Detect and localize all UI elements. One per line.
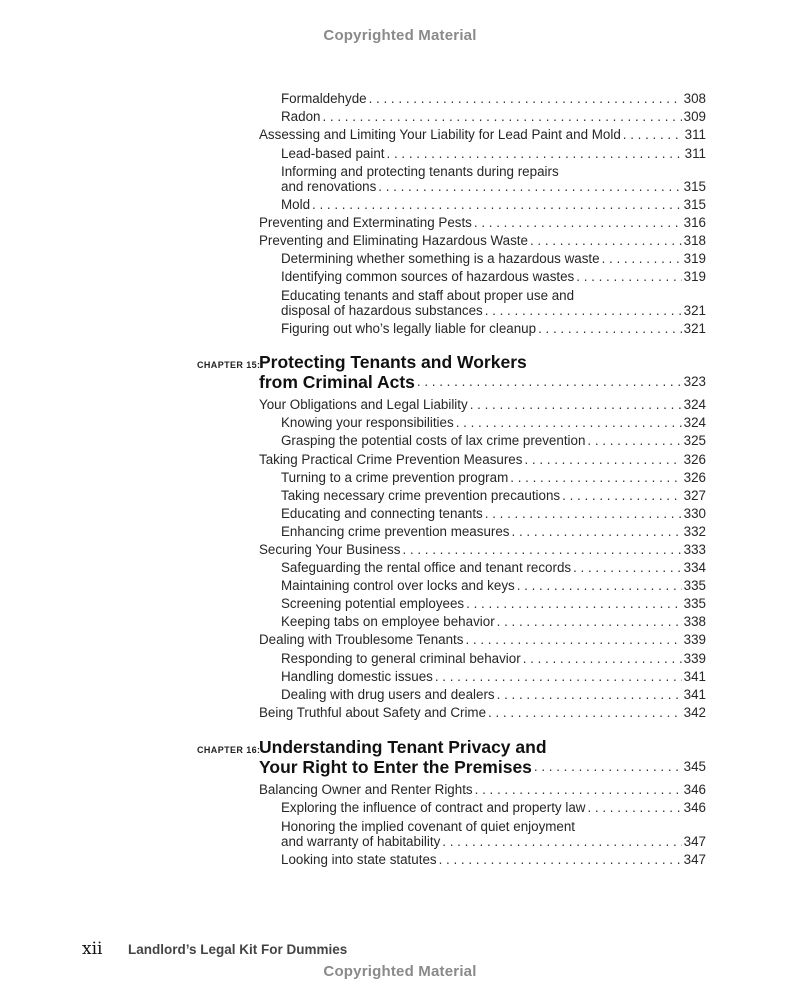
toc-entry[interactable] xyxy=(281,524,706,540)
dot-leader xyxy=(512,524,682,540)
toc-entry[interactable] xyxy=(281,197,706,213)
dot-leader xyxy=(623,127,683,143)
toc-entry-title: Knowing your responsibilities xyxy=(281,415,454,430)
toc-entry[interactable] xyxy=(281,488,706,504)
toc-entry[interactable] xyxy=(281,687,706,703)
toc-entry[interactable] xyxy=(281,800,706,816)
toc-entry-page: 333 xyxy=(683,542,706,557)
toc-entry-page: 334 xyxy=(683,560,706,575)
dot-leader xyxy=(497,614,682,630)
chapter-15-label: CHAPTER 15: xyxy=(197,360,261,370)
toc-entry-page: 342 xyxy=(683,705,706,720)
toc-entry[interactable] xyxy=(281,146,706,162)
toc-entry[interactable] xyxy=(281,321,706,337)
toc-entry[interactable] xyxy=(281,164,706,195)
toc-entry[interactable] xyxy=(281,852,706,868)
toc-entry-title: Securing Your Business xyxy=(259,542,401,557)
toc-entry-page: 338 xyxy=(683,614,706,629)
dot-leader xyxy=(488,705,682,721)
toc-entry[interactable] xyxy=(281,415,706,431)
chapter-15-title-line2[interactable] xyxy=(259,374,706,390)
toc-entry[interactable] xyxy=(281,651,706,667)
toc-entry-title: Exploring the influence of contract and property law xyxy=(281,800,586,815)
toc-entry[interactable] xyxy=(281,269,706,285)
dot-leader xyxy=(587,800,681,816)
dot-leader xyxy=(497,687,682,703)
toc-entry[interactable] xyxy=(281,560,706,576)
toc-entry-title-line1: Informing and protecting tenants during repairs xyxy=(281,164,559,179)
dot-leader xyxy=(524,452,681,468)
dot-leader xyxy=(435,669,682,685)
toc-section-entry[interactable] xyxy=(259,452,706,468)
toc-entry-title: Safeguarding the rental office and tenant records xyxy=(281,560,572,575)
toc-entry-page: 326 xyxy=(683,470,706,485)
dot-leader xyxy=(517,578,682,594)
toc-entry-title: Being Truthful about Safety and Crime xyxy=(259,705,487,720)
toc-entry-title: Preventing and Exterminating Pests xyxy=(259,215,472,230)
watermark-bottom: Copyrighted Material xyxy=(323,963,477,980)
toc-entry-page: 335 xyxy=(683,578,706,593)
toc-entry-page: 325 xyxy=(683,433,706,448)
toc-entry[interactable] xyxy=(281,251,706,267)
dot-leader xyxy=(369,91,682,107)
toc-entry-page: 346 xyxy=(683,800,706,815)
toc-entry-page: 341 xyxy=(683,669,706,684)
dot-leader xyxy=(322,109,681,125)
toc-entry-page: 326 xyxy=(683,452,706,467)
toc-entry-page: 339 xyxy=(683,632,706,647)
toc-entry-page: 321 xyxy=(683,303,706,318)
toc-entry-title: Taking Practical Crime Prevention Measures xyxy=(259,452,523,467)
dot-leader xyxy=(417,374,682,390)
toc-entry-page: 347 xyxy=(683,852,706,867)
toc-entry-page: 315 xyxy=(683,179,706,194)
dot-leader xyxy=(439,852,682,868)
dot-leader xyxy=(378,179,681,195)
chapter-page: 345 xyxy=(683,759,706,774)
toc-entry-title: Figuring out who’s legally liable for cleanup xyxy=(281,321,537,336)
toc-entry-page: 319 xyxy=(683,251,706,266)
toc-entry-title-line1: Honoring the implied covenant of quiet enjoyment xyxy=(281,819,576,834)
toc-section-entry[interactable] xyxy=(259,782,706,798)
toc-entry-title-line1: Educating tenants and staff about proper use and xyxy=(281,288,575,303)
toc-section-entry[interactable] xyxy=(259,705,706,721)
toc-section-entry[interactable] xyxy=(259,233,706,249)
chapter-title-end: Your Right to Enter the Premises xyxy=(259,757,532,777)
dot-leader xyxy=(562,488,682,504)
toc-entry-page: 339 xyxy=(683,651,706,666)
toc-entry-page: 321 xyxy=(683,321,706,336)
toc-entry-page: 311 xyxy=(684,127,706,142)
toc-entry-page: 315 xyxy=(683,197,706,212)
toc-entry-title: Assessing and Limiting Your Liability for Lead Paint and Mold xyxy=(259,127,621,142)
toc-entry[interactable] xyxy=(281,578,706,594)
toc-entry[interactable] xyxy=(281,506,706,522)
toc-entry-title: Educating and connecting tenants xyxy=(281,506,483,521)
toc-entry-title: and renovations xyxy=(281,179,377,194)
toc-entry-page: 318 xyxy=(683,233,706,248)
dot-leader xyxy=(456,415,682,431)
toc-entry-title: Lead-based paint xyxy=(281,146,385,161)
toc-entry-page: 335 xyxy=(683,596,706,611)
toc-entry-title: Taking necessary crime prevention precautions xyxy=(281,488,561,503)
dot-leader xyxy=(402,542,681,558)
toc-entry-title: Grasping the potential costs of lax crime prevention xyxy=(281,433,586,448)
dot-leader xyxy=(573,560,682,576)
toc-entry-page: 324 xyxy=(683,397,706,412)
dot-leader xyxy=(602,251,682,267)
dot-leader xyxy=(530,233,682,249)
chapter-title-end: from Criminal Acts xyxy=(259,372,415,392)
dot-leader xyxy=(312,197,682,213)
toc-entry-title: Balancing Owner and Renter Rights xyxy=(259,782,473,797)
toc-entry-page: 327 xyxy=(683,488,706,503)
toc-section-entry[interactable] xyxy=(259,397,706,413)
dot-leader xyxy=(442,834,681,850)
chapter-16-title[interactable]: Understanding Tenant Privacy and xyxy=(259,737,547,757)
toc-entry[interactable] xyxy=(281,596,706,612)
toc-entry-title: Looking into state statutes xyxy=(281,852,437,867)
toc-entry[interactable] xyxy=(281,614,706,630)
toc-entry-title: Radon xyxy=(281,109,321,124)
toc-section-entry[interactable] xyxy=(259,632,706,648)
toc-entry-title: Mold xyxy=(281,197,311,212)
toc-entry-title: Enhancing crime prevention measures xyxy=(281,524,510,539)
toc-entry-page: 324 xyxy=(683,415,706,430)
toc-entry-title: Responding to general criminal behavior xyxy=(281,651,521,666)
toc-entry-page: 332 xyxy=(683,524,706,539)
dot-leader xyxy=(523,651,682,667)
toc-entry-page: 319 xyxy=(683,269,706,284)
toc-entry-page: 341 xyxy=(683,687,706,702)
chapter-15-title[interactable]: Protecting Tenants and Workers xyxy=(259,352,527,372)
toc-entry-page: 316 xyxy=(683,215,706,230)
toc-entry[interactable] xyxy=(281,288,706,319)
dot-leader xyxy=(466,596,682,612)
toc-entry[interactable] xyxy=(281,91,706,107)
page-number: xii xyxy=(82,939,103,959)
dot-leader xyxy=(534,759,682,775)
toc-entry-title: Identifying common sources of hazardous wastes xyxy=(281,269,575,284)
toc-entry[interactable] xyxy=(281,669,706,685)
toc-entry[interactable] xyxy=(281,433,706,449)
dot-leader xyxy=(510,470,681,486)
dot-leader xyxy=(387,146,683,162)
dot-leader xyxy=(475,782,682,798)
toc-entry-title: Dealing with Troublesome Tenants xyxy=(259,632,464,647)
dot-leader xyxy=(485,303,682,319)
toc-entry-page: 347 xyxy=(683,834,706,849)
dot-leader xyxy=(576,269,681,285)
toc-entry-title: Handling domestic issues xyxy=(281,669,433,684)
toc-entry-title: Your Obligations and Legal Liability xyxy=(259,397,468,412)
chapter-16-label: CHAPTER 16: xyxy=(197,745,261,755)
chapter-page: 323 xyxy=(683,374,706,389)
watermark-top: Copyrighted Material xyxy=(323,27,477,44)
toc-entry-title: and warranty of habitability xyxy=(281,834,441,849)
toc-entry-title: disposal of hazardous substances xyxy=(281,303,483,318)
toc-entry[interactable] xyxy=(281,109,706,125)
dot-leader xyxy=(587,433,681,449)
toc-entry-title: Maintaining control over locks and keys xyxy=(281,578,515,593)
toc-entry[interactable] xyxy=(281,819,706,850)
toc-entry-title: Turning to a crime prevention program xyxy=(281,470,509,485)
toc-entry-title: Dealing with drug users and dealers xyxy=(281,687,495,702)
dot-leader xyxy=(465,632,681,648)
dot-leader xyxy=(538,321,682,337)
dot-leader xyxy=(485,506,682,522)
toc-section-entry[interactable] xyxy=(259,215,706,231)
toc-entry-page: 346 xyxy=(683,782,706,797)
toc-entry-page: 308 xyxy=(683,91,706,106)
toc-section-entry[interactable] xyxy=(259,542,706,558)
toc-entry-title: Screening potential employees xyxy=(281,596,465,611)
toc-entry-page: 330 xyxy=(683,506,706,521)
dot-leader xyxy=(470,397,682,413)
toc-entry-title: Formaldehyde xyxy=(281,91,367,106)
toc-section-entry[interactable] xyxy=(259,127,706,143)
toc-entry-title: Determining whether something is a hazardous waste xyxy=(281,251,600,266)
toc-entry[interactable] xyxy=(281,470,706,486)
running-footer-title: Landlord’s Legal Kit For Dummies xyxy=(128,942,348,957)
toc-entry-title: Preventing and Eliminating Hazardous Waste xyxy=(259,233,528,248)
toc-entry-title: Keeping tabs on employee behavior xyxy=(281,614,495,629)
chapter-16-title-line2[interactable] xyxy=(259,759,706,775)
toc-entry-page: 311 xyxy=(684,146,706,161)
toc-entry-page: 309 xyxy=(683,109,706,124)
dot-leader xyxy=(474,215,682,231)
